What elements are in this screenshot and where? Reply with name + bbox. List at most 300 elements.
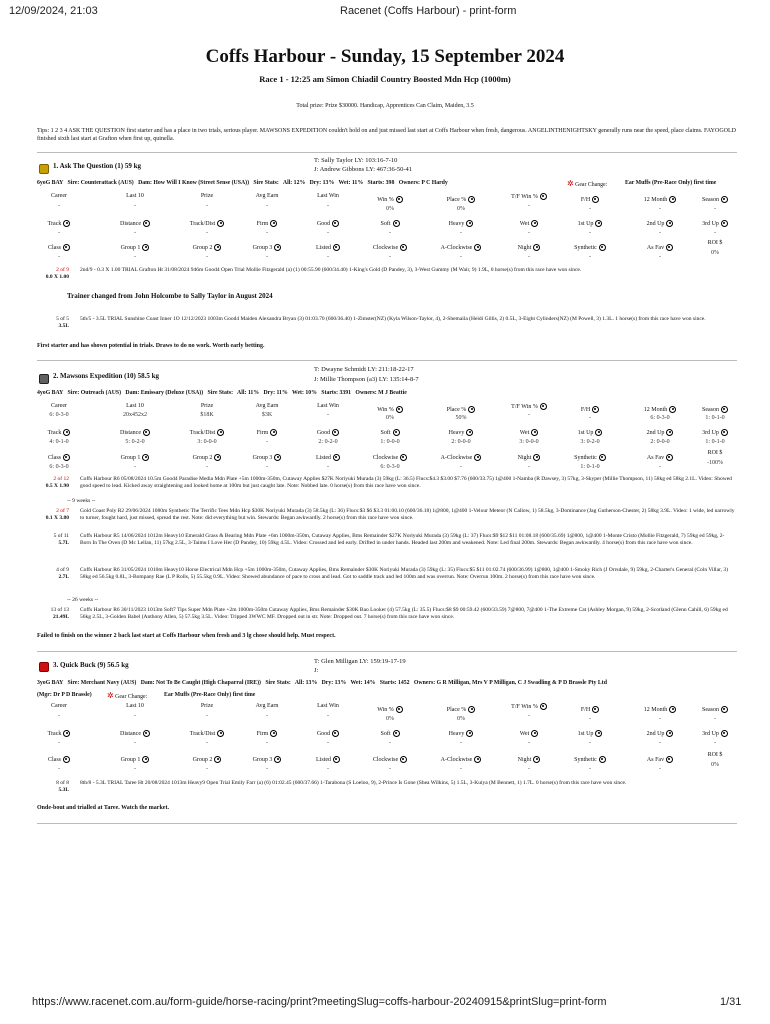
good-label: Good [293, 730, 363, 737]
info-icon[interactable] [533, 756, 540, 763]
win-label: Win % [355, 406, 425, 413]
footer-page-number: 1/31 [720, 996, 742, 1008]
info-icon[interactable] [63, 429, 70, 436]
good-label: Good [293, 220, 363, 227]
heavy-value: - [460, 740, 462, 746]
avg-value: $3K [261, 412, 273, 418]
info-icon[interactable] [533, 244, 540, 251]
synthetic-label: Synthetic [555, 454, 625, 461]
asfav-label: As Fav [625, 244, 695, 251]
fh-value: - [589, 415, 591, 421]
thirdup-value: - [714, 740, 716, 746]
roi-value: 0% [711, 762, 719, 768]
synthetic-value: - [589, 254, 591, 260]
wet-value: 3: 0-0-0 [519, 439, 539, 445]
season-label: Season [680, 196, 750, 203]
info-icon[interactable] [274, 244, 281, 251]
heavy-label: Heavy [426, 730, 496, 737]
info-icon[interactable] [599, 244, 606, 251]
aclockwise-label: A-Clockwise [426, 454, 496, 461]
win-label: Win % [355, 706, 425, 713]
last10-value: - [134, 713, 136, 719]
run-position: 4 of 9 2.7L [56, 567, 69, 580]
trackdist-value: - [206, 230, 208, 236]
night-label: Night [494, 244, 564, 251]
track-label: Track [24, 730, 94, 737]
tfwin-label: T/F Win % [494, 403, 564, 410]
info-icon[interactable] [143, 220, 150, 227]
distance-value: - [134, 740, 136, 746]
info-icon[interactable] [393, 220, 400, 227]
info-icon[interactable] [592, 706, 599, 713]
aclockwise-value: - [460, 464, 462, 470]
good-value: - [327, 230, 329, 236]
class-value: - [58, 766, 60, 772]
run-position: 5 of 5 3.5L [56, 316, 69, 329]
info-icon[interactable] [333, 244, 340, 251]
info-icon[interactable] [669, 706, 676, 713]
info-icon[interactable] [142, 756, 149, 763]
g3-label: Group 3 [232, 756, 302, 763]
last10-label: Last 10 [126, 703, 144, 709]
heavy-label: Heavy [426, 429, 496, 436]
info-icon[interactable] [396, 406, 403, 413]
win-value: 0% [386, 206, 394, 212]
prize-value: $18K [200, 412, 214, 418]
night-label: Night [494, 756, 564, 763]
info-icon[interactable] [214, 454, 221, 461]
info-icon[interactable] [466, 220, 473, 227]
info-icon[interactable] [468, 706, 475, 713]
clockwise-value: 6: 0-3-0 [380, 464, 400, 470]
synthetic-value: 1: 0-1-0 [580, 464, 600, 470]
distance-label: Distance [100, 429, 170, 436]
silk-3 [39, 658, 49, 676]
aclockwise-value: - [460, 254, 462, 260]
trackdist-label: Track/Dist [172, 429, 242, 436]
heavy-value: - [460, 230, 462, 236]
info-icon[interactable] [721, 220, 728, 227]
distance-value: - [134, 230, 136, 236]
info-icon[interactable] [142, 244, 149, 251]
info-icon[interactable] [270, 220, 277, 227]
info-icon[interactable] [721, 706, 728, 713]
info-icon[interactable] [721, 730, 728, 737]
clockwise-value: - [389, 766, 391, 772]
secondup-value: - [659, 740, 661, 746]
distance-value: 5: 0-2-0 [125, 439, 145, 445]
listed-value: - [327, 464, 329, 470]
info-icon[interactable] [531, 730, 538, 737]
roi-value: -100% [707, 460, 723, 466]
last10-value: - [134, 203, 136, 209]
info-icon[interactable] [217, 730, 224, 737]
info-icon[interactable] [540, 193, 547, 200]
place-value: 50% [455, 415, 467, 421]
footer-url[interactable]: https://www.racenet.com.au/form-guide/horse-racing/print?meetingSlug=coffs-harbour-20240915&printSlug=print-form [32, 996, 607, 1008]
listed-label: Listed [293, 756, 363, 763]
win-value: 0% [386, 415, 394, 421]
asfav-label: As Fav [625, 454, 695, 461]
avg-value: - [266, 713, 268, 719]
place-label: Place % [426, 406, 496, 413]
season-value: - [714, 716, 716, 722]
g3-label: Group 3 [232, 244, 302, 251]
run-record: Coffs Harbour R6 31/05/2024 1010m Heavy10 Horse Electrical Mdn Hcp +5m 1000m-350m, Cutaway Applies, Bms Remainder $30K Noriyuki Murada (3) 59kg (L: 35) Flucs:$5 $11 01:02.74 (600/36.99) 1@800, 1@400 1-Smoky Rich (J Orrsdale, 9) 59kg, 2-Charter's General (Coln Villar, 3) 58kg ed 56.5kg 0.8L, 3-Bompany Rae (L P Rolls, 5) 55.5kg 0.9L. Video: Showed abundance of pace to cross and lead. Got to saddle track and led 100m and was overrun. Note: Overrun 100m. 2 horse(s) from this race have won since. [80, 567, 728, 580]
roi-label: ROI $ [707, 240, 723, 246]
class-value: - [58, 254, 60, 260]
career-label: Career [51, 703, 67, 709]
info-icon[interactable] [540, 703, 547, 710]
m12-value: - [659, 206, 661, 212]
firstup-value: - [589, 740, 591, 746]
runner-3-trainer: T: Glen Milligan LY: 159:19-17-19 [314, 658, 406, 665]
info-icon[interactable] [599, 454, 606, 461]
run-record: 8th/8 - 5.3L TRIAL Taree Ht 20/08/2024 1013m Heavy9 Open Trial Emily Farr (a) (6) 01:02.45 (600/37.66) 1-Tarabona (S Loeloo, 9), 2-Prince Is Gone (Shea Wilkins, 5) 1.5L, 3-Kuiya (M Bennett, 1) 1.7L. 0 horse(s) from this race have won since. [80, 780, 627, 786]
lastwin-value: - [327, 713, 329, 719]
asfav-label: As Fav [625, 756, 695, 763]
secondup-label: 2nd Up [625, 730, 695, 737]
prize-label: Prize [200, 703, 214, 709]
info-icon[interactable] [592, 406, 599, 413]
secondup-value: 2: 0-0-0 [650, 439, 670, 445]
avg-label: Avg Earn [255, 193, 279, 199]
firstup-value: 3: 0-2-0 [580, 439, 600, 445]
g1-label: Group 1 [100, 244, 170, 251]
g1-value: - [134, 766, 136, 772]
info-icon[interactable] [393, 730, 400, 737]
listed-value: - [327, 766, 329, 772]
wet-label: Wet [494, 220, 564, 227]
info-icon[interactable] [214, 756, 221, 763]
prize-label: Prize [200, 193, 214, 199]
info-icon[interactable] [217, 220, 224, 227]
info-icon[interactable] [595, 220, 602, 227]
info-icon[interactable] [540, 403, 547, 410]
lastwin-label: Last Win [317, 703, 339, 709]
fh-label: F/H [555, 406, 625, 413]
run-record: Coffs Harbour R6 30/11/2023 1013m Soft7 Tips Super Mdn Plate +2m 1000m-350m Cutaway Applies, Bms Remainder $30K Bao Looker (4) 57.5kg (L: 35.5) Flucs:$8 $9 00:59.42 (600/33.59) 7@800, 7@400 1-The Extreme Cat (Ashley Morgan, 9) 59kg, 2-Scotland (Glenn Cahill, 6) 59kg ed 56kg 2.5L, 3-Golden Babel (Anthony Allen, 5) 57.5kg 3.5L. Video: Tripped 3WWC MF. Dropped out in str. Note: Dropped out. 7 horse(s) from this race have won since. [80, 607, 728, 620]
place-value: 0% [457, 716, 465, 722]
run-record: 5th/5 - 3.5L TRIAL Sunshine Coast Inner 1O 12/12/2023 1003m Good4 Maiden Alexandra Bryan (3) 01:03.70 (600/36.40) 1-Zimster(NZ) (Kyla Wilson-Taylor, 4), 2-Shemaila (Heidi Gillis, 2) 0.5L, 3-Eight Cylinders(NZ) (M Powell, 3) 1.3L. 1 horse(s) from this race have won since. [80, 316, 706, 322]
info-icon[interactable] [63, 220, 70, 227]
roi-value: 0% [711, 250, 719, 256]
fh-value: - [589, 716, 591, 722]
info-icon[interactable] [666, 454, 673, 461]
season-value: - [714, 206, 716, 212]
listed-label: Listed [293, 244, 363, 251]
g2-value: - [206, 766, 208, 772]
track-value: 4: 0-1-0 [49, 439, 69, 445]
career-label: Career [51, 403, 67, 409]
heavy-value: 2: 0-0-0 [451, 439, 471, 445]
wet-value: - [528, 230, 530, 236]
info-icon[interactable] [599, 756, 606, 763]
firm-label: Firm [232, 730, 302, 737]
m12-value: - [659, 716, 661, 722]
soft-label: Soft [355, 730, 425, 737]
secondup-value: - [659, 230, 661, 236]
info-icon[interactable] [332, 220, 339, 227]
place-label: Place % [426, 706, 496, 713]
g2-value: - [206, 464, 208, 470]
season-label: Season [680, 406, 750, 413]
info-icon[interactable] [214, 244, 221, 251]
soft-label: Soft [355, 429, 425, 436]
info-icon[interactable] [666, 756, 673, 763]
run-position: 2 of 7 0.1 X 3.80 [45, 508, 69, 521]
gear-label: Gear Change: [575, 182, 608, 188]
aclockwise-label: A-Clockwise [426, 756, 496, 763]
info-icon[interactable] [274, 454, 281, 461]
runner-2-trainer: T: Dwayne Schmidt LY: 211:18-22-17 [314, 366, 414, 373]
win-value: 0% [386, 716, 394, 722]
track-value: - [58, 230, 60, 236]
info-icon[interactable] [400, 454, 407, 461]
info-icon[interactable] [63, 756, 70, 763]
asfav-value: - [659, 254, 661, 260]
good-value: - [327, 740, 329, 746]
info-icon[interactable] [721, 406, 728, 413]
distance-label: Distance [100, 730, 170, 737]
runner-2-info: 4yoG BAY Sire: Outreach (AUS) Dam: Emissary (Deluxe (USA)) Sire Stats: All: 11% Dry: 11% Wet: 10% Starts: 3391 Owners: M J Beattie [37, 390, 407, 396]
fh-label: F/H [555, 706, 625, 713]
m12-label: 12 Month [625, 196, 695, 203]
info-icon[interactable] [666, 244, 673, 251]
heavy-label: Heavy [426, 220, 496, 227]
runner-1-info: 6yoG BAY Sire: Counterattack (AUS) Dam: How Will I Know (Street Sense (USA)) Sire Stats: All: 12% Dry: 13% Wet: 11% Starts: 398 Owners: P C Hardy [37, 180, 448, 186]
synthetic-label: Synthetic [555, 244, 625, 251]
lastwin-value: - [327, 412, 329, 418]
track-label: Track [24, 220, 94, 227]
run-position: 8 of 8 5.3L [56, 780, 69, 793]
info-icon[interactable] [533, 454, 540, 461]
info-icon[interactable] [474, 454, 481, 461]
info-icon[interactable] [531, 429, 538, 436]
info-icon[interactable] [270, 730, 277, 737]
g1-value: - [134, 464, 136, 470]
firstup-label: 1st Up [555, 429, 625, 436]
run-position: 5 of 11 5.7L [53, 533, 69, 546]
info-icon[interactable] [669, 196, 676, 203]
runner-2-title: 2. Mawsons Expedition (10) 58.5 kg [53, 372, 159, 380]
firstup-label: 1st Up [555, 220, 625, 227]
tfwin-value: - [528, 203, 530, 209]
info-icon[interactable] [474, 756, 481, 763]
firstup-label: 1st Up [555, 730, 625, 737]
info-icon[interactable] [400, 756, 407, 763]
night-value: - [528, 464, 530, 470]
print-datetime: 12/09/2024, 21:03 [9, 5, 98, 17]
info-icon[interactable] [332, 429, 339, 436]
avg-label: Avg Earn [255, 703, 279, 709]
m12-label: 12 Month [625, 706, 695, 713]
lastwin-value: - [327, 203, 329, 209]
runner-3-gear-note: Ear Muffs (Pre-Race Only) first time [164, 692, 256, 698]
run-record: Gold Coast Poly R2 29/06/2024 1080m Synthetic The Terrific Tees Mdn Hcp $30K Noriyuki Murada (3) 58.5kg (L: 36) Flucs:$3 $6 $3.3 01:00.10 (600/36.18) 1@800, 1@400 1-Velour Meteor (N Callow, 1) 58.5kg, 3-Dominance (Jag Gutherson-Chester, 2) 58kg 3.9L. Video: 1 wide, led narrowly to turner, fought hard, just missed, spread the rest. Note: did everything but win. Stewards: Began awkwardly. 2 horse(s) from this race have won since. [80, 508, 735, 521]
last10-label: Last 10 [126, 403, 144, 409]
asfav-value: - [659, 766, 661, 772]
lastwin-label: Last Win [317, 193, 339, 199]
run-position: 2 of 12 0.5 X 1.90 [45, 476, 69, 489]
runner-3-info: 3yoG BAY Sire: Merchant Navy (AUS) Dam: Not To Be Caught (High Chaparral (IRE)) Sire Stats: All: 13% Dry: 13% Wet: 14% Starts: 1452 Owners: G R Milligan, Mrs V P Milligan, C J Swadling & P D Brassle Pty Ltd [37, 680, 607, 686]
info-icon[interactable] [143, 429, 150, 436]
info-icon[interactable] [666, 730, 673, 737]
info-icon[interactable] [396, 196, 403, 203]
career-value: 6: 0-3-0 [49, 412, 69, 418]
info-icon[interactable] [531, 220, 538, 227]
run-record: Coffs Harbour R5 14/06/2024 1012m Heavy10 Emerald Grass & Bearing Mdn Plate +6m 1000m-350m, Cutaway Applies, Bms Remainder $27K Noriyuki Murada (3) 59kg (L: 37) Flucs:$9 $12 $11 01:08.18 (600/35.69) 1@800, 1@400 1-Monte Cristo (Mollie Fitzgerald, 7) 59kg ed 59kg, 2-Born In The Oven (D Mc Lellan, 11) 57kg 2.5L, 3-Taimu I Love Her (D Pandey, 10) 59kg 4.5L. Video: Crossed and led early. Drifted in under hands. Headed last 200m and weakened. Note: Led final 200m. Stewards: Began awkwardly. 4 horse(s) from this race have won since. [80, 533, 725, 546]
gear-icon: ✲ [567, 179, 574, 188]
info-icon[interactable] [143, 730, 150, 737]
info-icon[interactable] [333, 756, 340, 763]
avg-label: Avg Earn [255, 403, 279, 409]
career-value: - [58, 203, 60, 209]
g2-value: - [206, 254, 208, 260]
firm-value: - [266, 230, 268, 236]
clockwise-label: Clockwise [355, 756, 425, 763]
info-icon[interactable] [270, 429, 277, 436]
fh-value: - [589, 206, 591, 212]
g1-label: Group 1 [100, 756, 170, 763]
clockwise-label: Clockwise [355, 454, 425, 461]
trackdist-value: 3: 0-0-0 [197, 439, 217, 445]
night-value: - [528, 254, 530, 260]
track-value: - [58, 740, 60, 746]
runner-3-gear: ✲ Gear Change: [107, 691, 148, 700]
info-icon[interactable] [721, 196, 728, 203]
info-icon[interactable] [595, 730, 602, 737]
runner-1-gear [567, 179, 607, 188]
season-value: 1: 0-1-0 [705, 415, 725, 421]
thirdup-label: 3rd Up [680, 429, 750, 436]
m12-value: 6: 0-3-0 [650, 415, 670, 421]
thirdup-label: 3rd Up [680, 220, 750, 227]
wet-value: - [528, 740, 530, 746]
runner-3-jockey: J: [314, 667, 319, 674]
thirdup-value: - [714, 230, 716, 236]
run-position: 13 of 13 21.49L [50, 607, 69, 620]
race-title: Race 1 - 12:25 am Simon Chiadil Country Boosted Mdn Hcp (1000m) [259, 74, 511, 84]
g1-value: - [134, 254, 136, 260]
info-icon[interactable] [721, 429, 728, 436]
career-label: Career [51, 193, 67, 199]
avg-value: - [266, 203, 268, 209]
run-position: 2 of 9 0.0 X 1.00 [45, 267, 69, 280]
info-icon[interactable] [333, 454, 340, 461]
silk-2 [39, 370, 49, 388]
info-icon[interactable] [142, 454, 149, 461]
tfwin-value: - [528, 713, 530, 719]
track-label: Track [24, 429, 94, 436]
spell-gap: -- 9 weeks -- [67, 498, 96, 504]
run-record: Coffs Harbour R6 05/08/2024 10.5m Good4 Paradise Media Mdn Plate +5m 1000m-350m, Cutaway Applies $27K Noriyuki Murada (3) 59kg (L: 36.5) Flucs:$4.3 $3.00 $7.76 (600/33.75) 1@400 1-Namba (R Dawsey, 3) 57kg, 3-Skyper (Millie Thompson, 11) 58kg ed 58kg 2.1L. Video: Showed good speed to lead. Kicked away straightening and looked home at 100m but just caught late. Note: Nobbed late. 0 horse(s) from this race have won since. [80, 476, 732, 489]
info-icon[interactable] [63, 730, 70, 737]
g2-label: Group 2 [172, 244, 242, 251]
thirdup-value: 1: 0-1-0 [705, 439, 725, 445]
info-icon[interactable] [592, 196, 599, 203]
g2-label: Group 2 [172, 756, 242, 763]
g1-label: Group 1 [100, 454, 170, 461]
info-icon[interactable] [466, 730, 473, 737]
synthetic-value: - [589, 766, 591, 772]
info-icon[interactable] [669, 406, 676, 413]
info-icon[interactable] [63, 244, 70, 251]
tfwin-value: - [528, 412, 530, 418]
runner-1-title: 1. Ask The Question (1) 59 kg [53, 162, 141, 170]
last10-value: 20x452x2 [123, 412, 147, 418]
info-icon[interactable] [274, 756, 281, 763]
silk-1 [39, 160, 49, 178]
runner-1-gear-note: Ear Muffs (Pre-Race Only) first time [625, 180, 717, 186]
aclockwise-label: A-Clockwise [426, 244, 496, 251]
info-icon[interactable] [393, 429, 400, 436]
asfav-value: - [659, 464, 661, 470]
info-icon[interactable] [666, 429, 673, 436]
night-value: - [528, 766, 530, 772]
firm-value: - [266, 740, 268, 746]
class-value: 6: 0-3-0 [49, 464, 69, 470]
meeting-title: Coffs Harbour - Sunday, 15 September 2024 [205, 46, 565, 67]
info-icon[interactable] [217, 429, 224, 436]
trackdist-value: - [206, 740, 208, 746]
g3-label: Group 3 [232, 454, 302, 461]
season-label: Season [680, 706, 750, 713]
g2-label: Group 2 [172, 454, 242, 461]
fh-label: F/H [555, 196, 625, 203]
print-page-title: Racenet (Coffs Harbour) - print-form [340, 5, 517, 17]
synthetic-label: Synthetic [555, 756, 625, 763]
runner-1-jockey: J: Andrew Gibbons LY: 467:36-50-41 [314, 166, 413, 173]
info-icon[interactable] [468, 406, 475, 413]
spell-gap: -- 26 weeks -- [67, 597, 99, 603]
g3-value: - [266, 254, 268, 260]
info-icon[interactable] [332, 730, 339, 737]
lastwin-label: Last Win [317, 403, 339, 409]
runner-3-owner-manager: (Mgr: Dr P D Brassle) [37, 692, 92, 698]
prize-value: - [206, 713, 208, 719]
info-icon[interactable] [466, 429, 473, 436]
win-label: Win % [355, 196, 425, 203]
tips: Tips: 1 2 3 4 ASK THE QUESTION first starter and has a place in two trials, serious player. MAWSONS EXPEDITION couldn't hold on and just missed last start at Coffs Harbour when fresh, dangerous. ANGELINTHENIGHTSKY generally runs near the speed, place claims. FAYOGOLD finished sixth last start at Grafton when first up, quinella. [37, 128, 736, 142]
soft-label: Soft [355, 220, 425, 227]
info-icon[interactable] [63, 454, 70, 461]
secondup-label: 2nd Up [625, 220, 695, 227]
soft-value: - [389, 740, 391, 746]
gear-icon: ✲ [107, 691, 114, 700]
m12-label: 12 Month [625, 406, 695, 413]
info-icon[interactable] [468, 196, 475, 203]
wet-label: Wet [494, 429, 564, 436]
info-icon[interactable] [595, 429, 602, 436]
last10-label: Last 10 [126, 193, 144, 199]
trackdist-label: Track/Dist [172, 730, 242, 737]
info-icon[interactable] [400, 244, 407, 251]
class-label: Class [24, 454, 94, 461]
prize-value: - [206, 203, 208, 209]
runner-1-comment: First starter and has shown potential in trials. Draws to do no work. Worth early betting. [37, 343, 265, 349]
listed-label: Listed [293, 454, 363, 461]
secondup-label: 2nd Up [625, 429, 695, 436]
info-icon[interactable] [396, 706, 403, 713]
place-label: Place % [426, 196, 496, 203]
runner-3-title: 3. Quick Buck (9) 56.5 kg [53, 661, 129, 669]
info-icon[interactable] [474, 244, 481, 251]
aclockwise-value: - [460, 766, 462, 772]
runner-2-jockey: J: Millie Thompson (a3) LY: 135:14-8-7 [314, 376, 419, 383]
info-icon[interactable] [666, 220, 673, 227]
listed-value: - [327, 254, 329, 260]
